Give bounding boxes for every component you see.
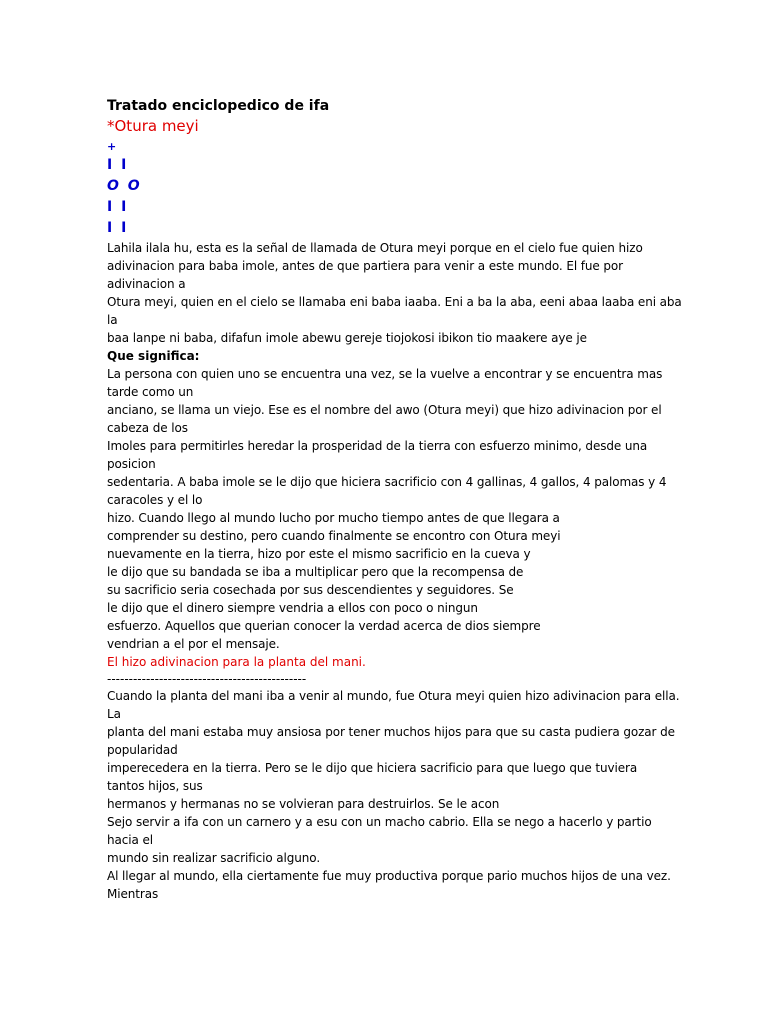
intro-line: la [107,313,118,327]
meaning-heading: Que significa: [107,349,200,363]
meaning-line: anciano, se llama un viejo. Ese es el nombre del awo (Otura meyi) que hizo adivinacion por el [107,403,662,417]
meaning-line: comprender su destino, pero cuando finalmente se encontro con Otura meyi [107,529,561,543]
section-heading: El hizo adivinacion para la planta del mani. [107,655,366,669]
meaning-line: Imoles para permitirles heredar la prosperidad de la tierra con esfuerzo minimo, desde una [107,439,648,453]
section-line: La [107,707,121,721]
meaning-paragraph [107,365,667,653]
meaning-line: le dijo que su bandada se iba a multiplicar pero que la recompensa de [107,565,524,579]
meaning-line: tarde como un [107,385,194,399]
section-paragraph [107,687,680,903]
meaning-line: nuevamente en la tierra, hizo por este el mismo sacrificio en la cueva y [107,547,531,561]
intro-line: adivinacion a [107,277,186,291]
section-line: Cuando la planta del mani iba a venir al mundo, fue Otura meyi quien hizo adivinacion para ella. [107,689,680,703]
section-line: Mientras [107,887,159,901]
meaning-line: caracoles y el lo [107,493,203,507]
meaning-line: hizo. Cuando llego al mundo lucho por mucho tiempo antes de que llegara a [107,511,560,525]
section-line: popularidad [107,743,178,757]
meaning-line: posicion [107,457,156,471]
sign-mark-row-3: I I [107,199,129,215]
section-line: imperecedera en la tierra. Pero se le dijo que hiciera sacrificio para que luego que tuviera [107,761,638,775]
intro-line: adivinacion para baba imole, antes de que partiera para venir a este mundo. El fue por [107,259,623,273]
meaning-line: le dijo que el dinero siempre vendria a ellos con poco o ningun [107,601,478,615]
intro-line: Otura meyi, quien en el cielo se llamaba eni baba iaaba. Eni a ba la aba, eeni abaa laaba eni aba [107,295,682,309]
section-line: tantos hijos, sus [107,779,203,793]
meaning-line: sedentaria. A baba imole se le dijo que hiciera sacrificio con 4 gallinas, 4 gallos, 4 palomas y 4 [107,475,667,489]
meaning-line: esfuerzo. Aquellos que querian conocer la verdad acerca de dios siempre [107,619,541,633]
section-line: mundo sin realizar sacrificio alguno. [107,851,321,865]
meaning-line: vendrian a el por el mensaje. [107,637,280,651]
section-line: hermanos y hermanas no se volvieran para destruirlos. Se le acon [107,797,500,811]
meaning-line: La persona con quien uno se encuentra una vez, se la vuelve a encontrar y se encuentra mas [107,367,663,381]
sign-mark-row-1: I I [107,157,129,173]
sign-mark-row-4: I I [107,220,129,236]
separator-line: ---------------------------------------------- [107,672,307,686]
sign-mark-plus: + [107,140,119,153]
intro-line: baa lanpe ni baba, difafun imole abewu gereje tiojokosi ibikon tio maakere aye je [107,331,587,345]
sign-marks [107,138,663,239]
sign-mark-row-2: O O [107,178,142,194]
section-line: planta del mani estaba muy ansiosa por tener muchos hijos para que su casta pudiera gozar de [107,725,675,739]
section-line: hacia el [107,833,153,847]
document-title: Tratado enciclopedico de ifa [107,98,330,114]
intro-line: Lahila ilala hu, esta es la señal de llamada de Otura meyi porque en el cielo fue quien hizo [107,241,643,255]
section-line: Al llegar al mundo, ella ciertamente fue muy productiva porque pario muchos hijos de una vez. [107,869,671,883]
section-line: Sejo servir a ifa con un carnero y a esu con un macho cabrio. Ella se nego a hacerlo y partio [107,815,652,829]
meaning-line: cabeza de los [107,421,188,435]
document-page [107,96,682,903]
intro-paragraph [107,239,682,347]
meaning-line: su sacrificio seria cosechada por sus descendientes y seguidores. Se [107,583,514,597]
sign-name: *Otura meyi [107,117,199,135]
